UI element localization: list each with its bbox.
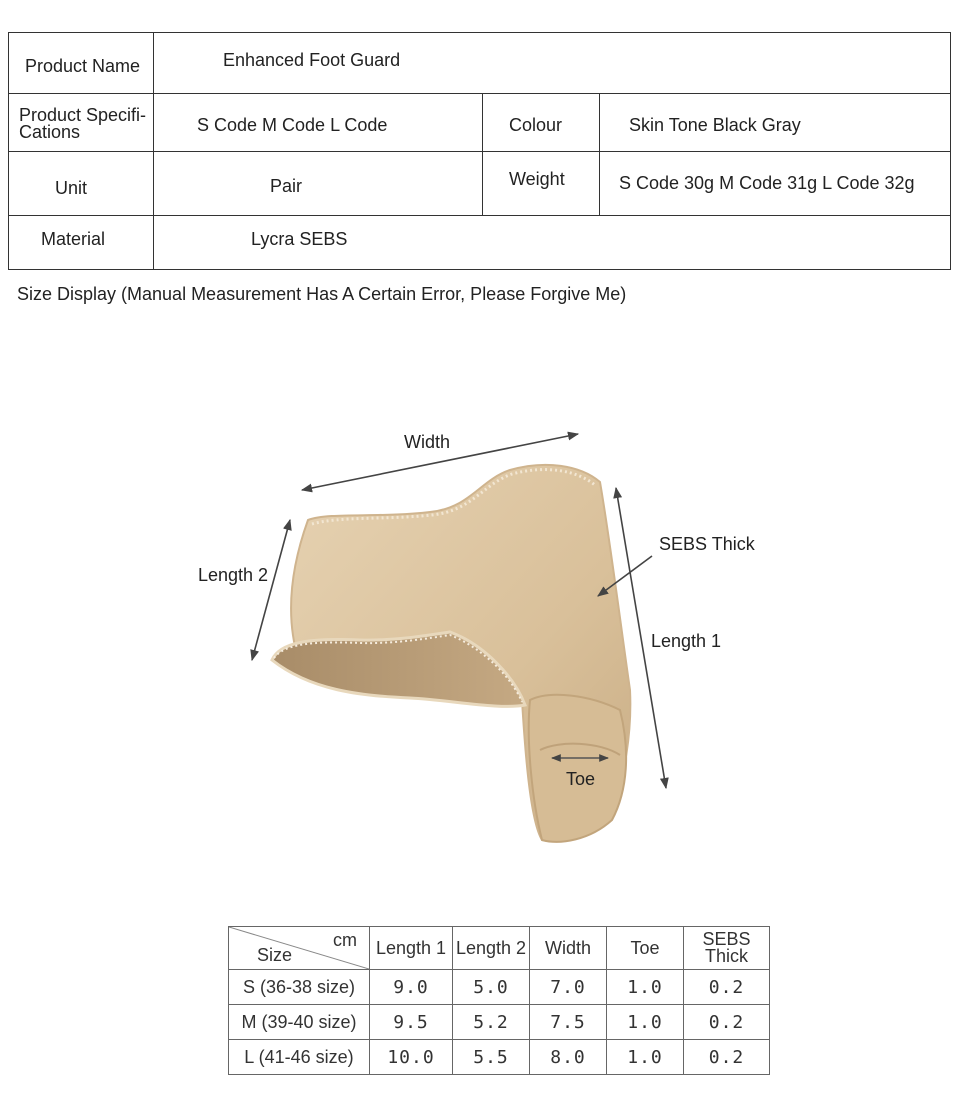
size-table: [228, 926, 770, 1075]
length1-cell: 9.0: [370, 970, 453, 1005]
length2-arrow: [252, 520, 290, 660]
cm-unit-label: cm: [333, 930, 357, 950]
sebs-cell: 0.2: [684, 1005, 770, 1040]
length2-cell: 5.2: [453, 1005, 530, 1040]
weight-label: Weight: [509, 169, 565, 189]
length2-header: Length 2: [453, 927, 530, 970]
specification-value: S Code M Code L Code: [197, 115, 388, 135]
toe-header: Toe: [607, 927, 684, 970]
specification-label-line2: Cations: [19, 122, 81, 142]
length2-cell: 5.5: [453, 1040, 530, 1075]
sebs-header-line1: SEBS: [702, 929, 751, 949]
colour-label: Colour: [509, 115, 563, 135]
width-header: Width: [530, 927, 607, 970]
table-row: [229, 1005, 770, 1040]
size-column-label: Size: [257, 945, 293, 965]
specification-label: [19, 107, 146, 141]
colour-value: Skin Tone Black Gray: [629, 115, 801, 135]
product-name-label: Product Name: [25, 56, 141, 76]
unit-value: Pair: [270, 176, 303, 196]
table-row: [229, 1040, 770, 1075]
size-cell: M (39-40 size): [229, 1005, 370, 1040]
spec-row-product-name: [9, 33, 950, 94]
product-name-value: Enhanced Foot Guard: [223, 50, 401, 70]
width-cell: 7.5: [530, 1005, 607, 1040]
width-label: Width: [404, 432, 451, 452]
spec-row-specifications: [9, 94, 950, 152]
size-display-caption: Size Display (Manual Measurement Has A Certain Error, Please Forgive Me): [17, 284, 627, 304]
size-table-header: [229, 927, 770, 970]
length1-cell: 10.0: [370, 1040, 453, 1075]
toe-label: Toe: [566, 769, 596, 789]
spec-row-unit-weight: [9, 152, 950, 216]
toe-cell: 1.0: [607, 1005, 684, 1040]
size-cell: S (36-38 size): [229, 970, 370, 1005]
length1-header: Length 1: [370, 927, 453, 970]
sebs-thick-label: SEBS Thick: [659, 534, 755, 554]
material-label: Material: [41, 229, 106, 249]
length2-cell: 5.0: [453, 970, 530, 1005]
length2-label: Length 2: [198, 565, 269, 585]
weight-value: S Code 30g M Code 31g L Code 32g: [619, 173, 915, 193]
sebs-cell: 0.2: [684, 1040, 770, 1075]
sebs-cell: 0.2: [684, 970, 770, 1005]
sebs-thick-header: [684, 927, 770, 970]
specification-label-line1: Product Specifi-: [19, 105, 147, 125]
size-cm-corner-cell: [229, 927, 370, 970]
width-cell: 8.0: [530, 1040, 607, 1075]
width-cell: 7.0: [530, 970, 607, 1005]
product-diagram: [180, 420, 780, 860]
sebs-header-line2: Thick: [704, 946, 748, 966]
product-spec-table: [8, 32, 951, 270]
table-row: [229, 970, 770, 1005]
toe-cell: 1.0: [607, 970, 684, 1005]
spec-row-material: [9, 216, 950, 269]
length1-label: Length 1: [651, 631, 722, 651]
material-value: Lycra SEBS: [251, 229, 348, 249]
size-cell: L (41-46 size): [229, 1040, 370, 1075]
length1-cell: 9.5: [370, 1005, 453, 1040]
toe-cell: 1.0: [607, 1040, 684, 1075]
unit-label: Unit: [55, 178, 88, 198]
